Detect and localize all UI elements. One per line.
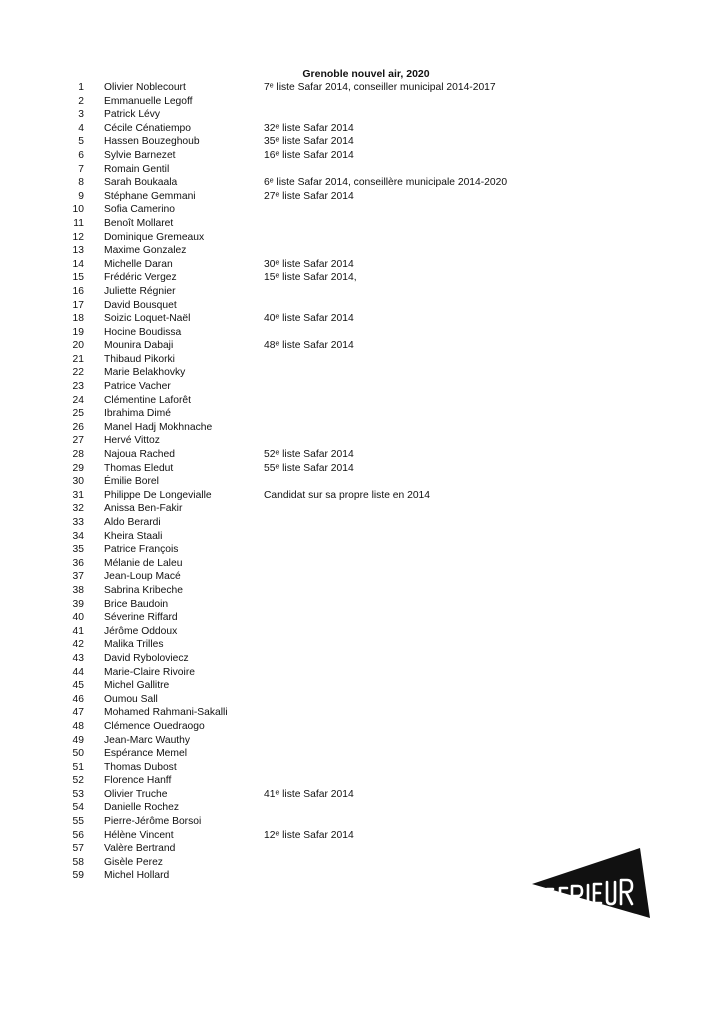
list-item bbox=[0, 734, 722, 748]
candidate-name: Danielle Rochez bbox=[104, 802, 179, 814]
list-item bbox=[0, 176, 722, 190]
candidate-name: Sabrina Kribeche bbox=[104, 584, 183, 596]
candidate-number: 47 bbox=[72, 707, 84, 719]
list-item bbox=[0, 135, 722, 149]
candidate-name: Philippe De Longevialle bbox=[104, 489, 212, 501]
candidate-number: 7 bbox=[78, 163, 84, 175]
list-item bbox=[0, 652, 722, 666]
candidate-name: Émilie Borel bbox=[104, 476, 159, 488]
candidate-name: Jean-Marc Wauthy bbox=[104, 734, 191, 746]
candidate-name: Romain Gentil bbox=[104, 163, 170, 175]
list-item bbox=[0, 706, 722, 720]
list-item bbox=[0, 95, 722, 109]
list-item bbox=[0, 570, 722, 584]
list-item bbox=[0, 326, 722, 340]
list-item bbox=[0, 829, 722, 843]
list-item bbox=[0, 122, 722, 136]
candidate-number: 12 bbox=[72, 231, 84, 243]
list-item bbox=[0, 720, 722, 734]
candidate-note: 6ᵉ liste Safar 2014, conseillère municipale 2014-2020 bbox=[264, 177, 508, 189]
candidate-number: 55 bbox=[72, 816, 84, 828]
list-item bbox=[0, 244, 722, 258]
candidate-number: 43 bbox=[72, 652, 84, 664]
candidate-number: 4 bbox=[78, 122, 84, 134]
list-item bbox=[0, 625, 722, 639]
candidate-note: 12ᵉ liste Safar 2014 bbox=[264, 829, 354, 841]
candidate-number: 45 bbox=[72, 680, 84, 692]
list-item bbox=[0, 557, 722, 571]
candidate-name: Benoît Mollaret bbox=[104, 217, 174, 229]
list-item bbox=[0, 299, 722, 313]
candidate-name: Juliette Régnier bbox=[104, 285, 176, 297]
candidate-number: 49 bbox=[72, 734, 84, 746]
list-item bbox=[0, 163, 722, 177]
list-item bbox=[0, 462, 722, 476]
candidate-note: 27ᵉ liste Safar 2014 bbox=[264, 190, 354, 202]
list-item bbox=[0, 231, 722, 245]
list-item bbox=[0, 271, 722, 285]
candidate-name: Michel Gallitre bbox=[104, 680, 170, 692]
candidate-name: Hocine Boudissa bbox=[104, 326, 182, 338]
candidate-number: 34 bbox=[72, 530, 84, 542]
candidate-note: 15ᵉ liste Safar 2014, bbox=[264, 272, 357, 284]
list-item bbox=[0, 815, 722, 829]
candidate-note: 35ᵉ liste Safar 2014 bbox=[264, 136, 354, 148]
list-item bbox=[0, 203, 722, 217]
list-item bbox=[0, 475, 722, 489]
candidate-number: 3 bbox=[78, 109, 84, 121]
list-item bbox=[0, 489, 722, 503]
list-item bbox=[0, 774, 722, 788]
candidate-note: 48ᵉ liste Safar 2014 bbox=[264, 340, 354, 352]
candidate-name: Espérance Memel bbox=[104, 748, 187, 760]
candidate-number: 31 bbox=[72, 489, 84, 501]
candidate-name: Najoua Rached bbox=[104, 449, 175, 461]
list-item bbox=[0, 434, 722, 448]
candidate-number: 19 bbox=[72, 326, 84, 338]
candidate-name: Olivier Truche bbox=[104, 788, 168, 800]
candidate-name: Gisèle Perez bbox=[104, 856, 163, 868]
list-item bbox=[0, 693, 722, 707]
candidate-number: 15 bbox=[72, 272, 84, 284]
list-item bbox=[0, 788, 722, 802]
list-item bbox=[0, 638, 722, 652]
candidate-name: Pierre-Jérôme Borsoi bbox=[104, 816, 202, 828]
candidate-name: Valère Bertrand bbox=[104, 843, 176, 855]
list-item bbox=[0, 407, 722, 421]
candidate-number: 28 bbox=[72, 449, 84, 461]
candidate-name: Thomas Dubost bbox=[104, 761, 177, 773]
list-item bbox=[0, 421, 722, 435]
candidate-number: 46 bbox=[72, 693, 84, 705]
list-item bbox=[0, 448, 722, 462]
candidate-name: Marie-Claire Rivoire bbox=[104, 666, 195, 678]
candidate-note: Candidat sur sa propre liste en 2014 bbox=[264, 489, 430, 501]
candidate-name: Jean-Loup Macé bbox=[104, 571, 181, 583]
le-crieur-logo-icon bbox=[532, 848, 650, 918]
candidate-name: Soizic Loquet-Naël bbox=[104, 313, 191, 325]
candidate-name: Maxime Gonzalez bbox=[104, 245, 187, 257]
candidate-name: Emmanuelle Legoff bbox=[104, 95, 193, 107]
candidate-name: Brice Baudoin bbox=[104, 598, 169, 610]
candidate-number: 50 bbox=[72, 748, 84, 760]
candidate-name: Ibrahima Dimé bbox=[104, 408, 171, 420]
list-item bbox=[0, 258, 722, 272]
candidate-number: 38 bbox=[72, 584, 84, 596]
candidate-number: 5 bbox=[78, 136, 84, 148]
candidate-name: Olivier Noblecourt bbox=[104, 82, 186, 93]
candidate-name: Patrice François bbox=[104, 544, 179, 556]
candidate-name: Aldo Berardi bbox=[104, 517, 161, 528]
list-item bbox=[0, 108, 722, 122]
candidate-name: Thibaud Pikorki bbox=[104, 353, 175, 365]
list-item bbox=[0, 149, 722, 163]
candidate-number: 2 bbox=[78, 95, 84, 107]
candidate-number: 37 bbox=[72, 571, 84, 583]
candidate-name: Hélène Vincent bbox=[104, 829, 174, 841]
candidate-number: 35 bbox=[72, 544, 84, 556]
candidate-name: Jérôme Oddoux bbox=[104, 625, 178, 637]
list-item bbox=[0, 761, 722, 775]
candidate-number: 10 bbox=[72, 204, 84, 216]
candidate-name: Florence Hanff bbox=[104, 775, 172, 787]
candidate-number: 44 bbox=[72, 666, 84, 678]
candidate-list bbox=[0, 81, 722, 883]
list-item bbox=[0, 190, 722, 204]
candidate-note: 55ᵉ liste Safar 2014 bbox=[264, 462, 354, 474]
candidate-number: 11 bbox=[73, 217, 84, 229]
list-item bbox=[0, 217, 722, 231]
candidate-note: 41ᵉ liste Safar 2014 bbox=[264, 788, 354, 800]
candidate-name: Mélanie de Laleu bbox=[104, 557, 183, 569]
list-item bbox=[0, 516, 722, 530]
candidate-number: 40 bbox=[72, 612, 84, 624]
candidate-number: 51 bbox=[72, 761, 84, 773]
candidate-name: Patrick Lévy bbox=[104, 109, 161, 121]
candidate-name: Dominique Gremeaux bbox=[104, 231, 205, 243]
candidate-number: 24 bbox=[72, 394, 84, 406]
candidate-name: Anissa Ben-Fakir bbox=[104, 503, 183, 515]
candidate-name: Séverine Riffard bbox=[104, 612, 178, 624]
list-item bbox=[0, 502, 722, 516]
list-item bbox=[0, 666, 722, 680]
candidate-name: Marie Belakhovky bbox=[104, 367, 186, 379]
candidate-number: 33 bbox=[72, 517, 84, 528]
candidate-number: 25 bbox=[72, 408, 84, 420]
candidate-name: Michelle Daran bbox=[104, 258, 173, 270]
candidate-number: 18 bbox=[72, 313, 84, 325]
candidate-note: 16ᵉ liste Safar 2014 bbox=[264, 149, 354, 161]
candidate-number: 57 bbox=[72, 843, 84, 855]
candidate-number: 20 bbox=[72, 340, 84, 352]
list-item bbox=[0, 339, 722, 353]
candidate-name: Sylvie Barnezet bbox=[104, 149, 176, 161]
list-item bbox=[0, 394, 722, 408]
candidate-name: Thomas Eledut bbox=[104, 462, 174, 474]
candidate-number: 23 bbox=[72, 381, 84, 393]
candidate-name: Mounira Dabaji bbox=[104, 340, 174, 352]
candidate-number: 1 bbox=[78, 82, 84, 93]
candidate-number: 30 bbox=[72, 476, 84, 488]
candidate-number: 14 bbox=[72, 258, 84, 270]
document-title: Grenoble nouvel air, 2020 bbox=[302, 68, 430, 80]
list-item bbox=[0, 530, 722, 544]
candidate-number: 22 bbox=[72, 367, 84, 379]
candidate-name: Sofia Camerino bbox=[104, 204, 175, 216]
list-item bbox=[0, 380, 722, 394]
list-item bbox=[0, 598, 722, 612]
candidate-name: David Bousquet bbox=[104, 299, 177, 311]
candidate-number: 36 bbox=[72, 557, 84, 569]
candidate-note: 40ᵉ liste Safar 2014 bbox=[264, 313, 354, 325]
candidate-name: Malika Trilles bbox=[104, 639, 164, 651]
candidate-name: Mohamed Rahmani-Sakalli bbox=[104, 707, 228, 719]
candidate-number: 39 bbox=[72, 598, 84, 610]
candidate-name: Frédéric Vergez bbox=[104, 272, 177, 284]
candidate-name: Stéphane Gemmani bbox=[104, 190, 196, 202]
candidate-name: Manel Hadj Mokhnache bbox=[104, 421, 213, 433]
candidate-number: 53 bbox=[72, 788, 84, 800]
candidate-number: 56 bbox=[72, 829, 84, 841]
list-item bbox=[0, 611, 722, 625]
candidate-name: Michel Hollard bbox=[104, 870, 170, 882]
candidate-number: 59 bbox=[72, 870, 84, 882]
candidate-name: Oumou Sall bbox=[104, 693, 158, 705]
list-item bbox=[0, 747, 722, 761]
candidate-name: Cécile Cénatiempo bbox=[104, 122, 191, 134]
candidate-number: 54 bbox=[72, 802, 84, 814]
candidate-note: 32ᵉ liste Safar 2014 bbox=[264, 122, 354, 134]
candidate-number: 8 bbox=[78, 177, 84, 189]
candidate-name: Clémence Ouedraogo bbox=[104, 720, 205, 732]
candidate-number: 29 bbox=[72, 462, 84, 474]
candidate-number: 52 bbox=[72, 775, 84, 787]
candidate-number: 42 bbox=[72, 639, 84, 651]
list-item bbox=[0, 543, 722, 557]
candidate-number: 26 bbox=[72, 421, 84, 433]
candidate-note: 30ᵉ liste Safar 2014 bbox=[264, 258, 354, 270]
list-item bbox=[0, 679, 722, 693]
candidate-name: David Ryboloviecz bbox=[104, 652, 189, 664]
candidate-number: 41 bbox=[72, 625, 84, 637]
candidate-number: 6 bbox=[78, 149, 84, 161]
candidate-number: 21 bbox=[72, 353, 84, 365]
candidate-note: 7ᵉ liste Safar 2014, conseiller municipal 2014-2017 bbox=[264, 82, 496, 93]
list-item bbox=[0, 584, 722, 598]
list-item bbox=[0, 366, 722, 380]
candidate-name: Hervé Vittoz bbox=[104, 435, 160, 447]
candidate-number: 13 bbox=[72, 245, 84, 257]
list-item bbox=[0, 312, 722, 326]
candidate-name: Patrice Vacher bbox=[104, 381, 171, 393]
candidate-name: Hassen Bouzeghoub bbox=[104, 136, 200, 148]
candidate-number: 27 bbox=[72, 435, 84, 447]
candidate-number: 9 bbox=[78, 190, 84, 202]
candidate-name: Kheira Staali bbox=[104, 530, 163, 542]
list-item bbox=[0, 801, 722, 815]
candidate-number: 32 bbox=[72, 503, 84, 515]
candidate-number: 16 bbox=[72, 285, 84, 297]
candidate-name: Clémentine Laforêt bbox=[104, 394, 192, 406]
candidate-number: 48 bbox=[72, 720, 84, 732]
list-item bbox=[0, 81, 722, 95]
candidate-number: 17 bbox=[72, 299, 84, 311]
list-item bbox=[0, 353, 722, 367]
candidate-name: Sarah Boukaala bbox=[104, 177, 178, 189]
candidate-number: 58 bbox=[72, 856, 84, 868]
list-item bbox=[0, 285, 722, 299]
candidate-note: 52ᵉ liste Safar 2014 bbox=[264, 449, 354, 461]
